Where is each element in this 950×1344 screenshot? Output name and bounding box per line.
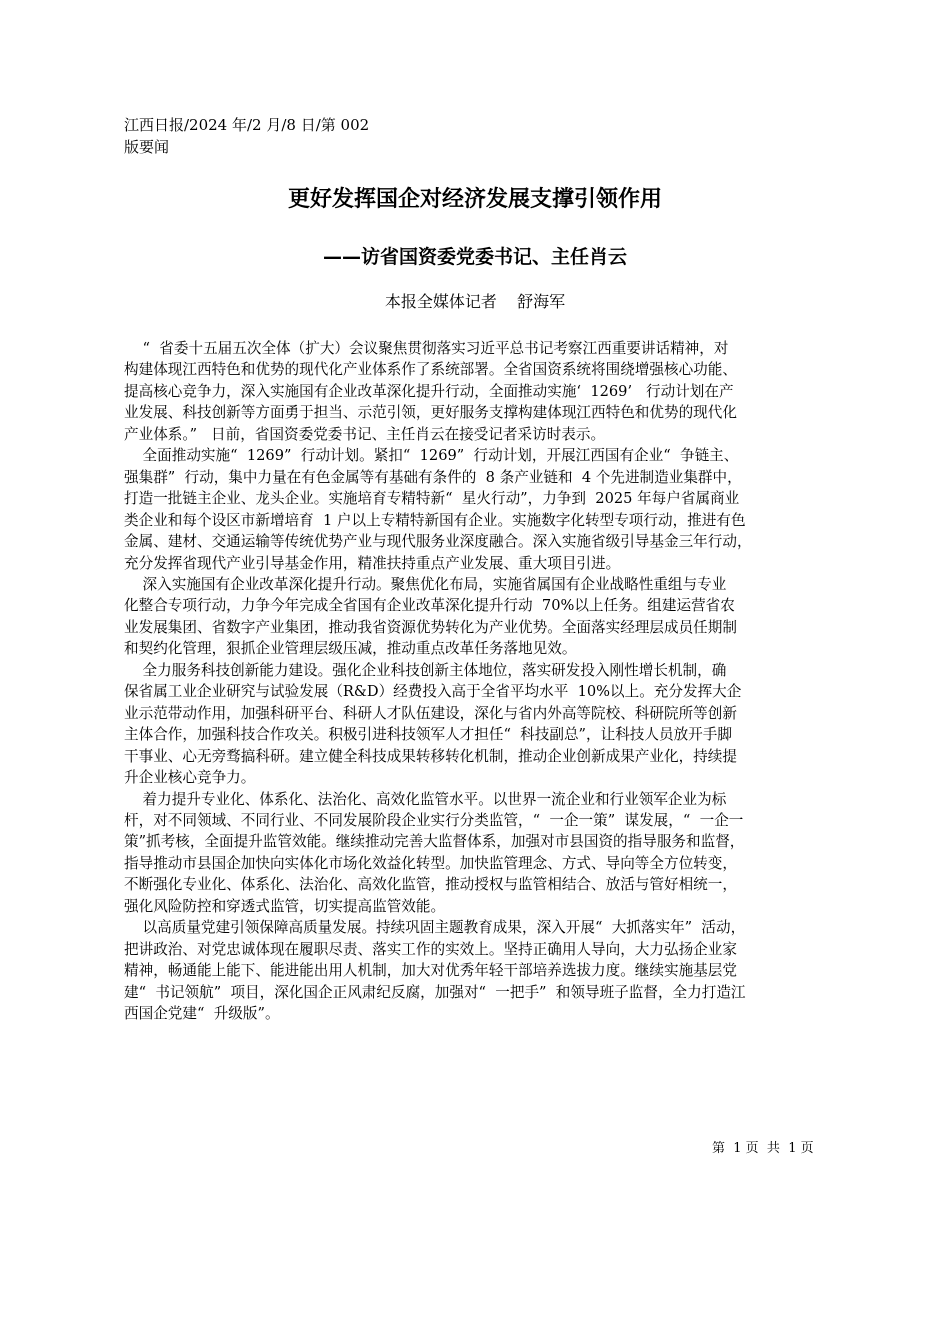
text-line: 深入实施国有企业改革深化提升行动。聚焦优化布局，实施省属国有企业战略性重组与专业: [124, 575, 727, 593]
document-header: [124, 114, 369, 158]
text-line: “ 省委十五届五次全体（扩大）会议聚焦贯彻落实习近平总书记考察江西重要讲话精神，对: [124, 340, 729, 357]
text-line: 金属、建材、交通运输等传统优势产业与现代服务业深度融合。深入实施省级引导基金三年行动，: [124, 533, 752, 551]
text-line: 策”抓考核，全面提升监管效能。继续推动完善大监督体系，加强对市县国资的指导服务和监督，: [124, 833, 745, 851]
page-number: 第 1 页 共 1 页: [712, 1141, 814, 1156]
text-line: 打造一批链主企业、龙头企业。实施培育专精特新“ 星火行动”，力争到 2025 年每户省属商业: [124, 490, 740, 508]
text-line: 类企业和每个设区市新增培育 1 户以上专精特新国有企业。实施数字化转型专项行动，推进有色: [124, 511, 746, 529]
source-line: 江西日报/2024 年/2 月/8 日/第 002: [124, 116, 370, 134]
paragraph: [124, 338, 830, 445]
text-line: 主体合作，加强科技合作攻关。积极引进科技领军人才担任“ 科技副总”，让科技人员放开手脚: [124, 726, 732, 744]
text-line: 产业体系。” 日前，省国资委党委书记、主任肖云在接受记者采访时表示。: [124, 425, 606, 443]
text-line: 杆，对不同领域、不同行业、不同发展阶段企业实行分类监管，“ 一企一策” 谋发展，“ 一企一: [124, 811, 744, 829]
text-line: 提高核心竞争力，深入实施国有企业改革深化提升行动，全面推动实施‘ 1269’ 行动计划在产: [124, 382, 734, 400]
article-body: [124, 338, 830, 1025]
paragraph: [124, 445, 830, 574]
text-line: 全力服务科技创新能力建设。强化企业科技创新主体地位，落实研发投入刚性增长机制，确: [124, 661, 727, 679]
text-line: 业发展、科技创新等方面勇于担当、示范引领，更好服务支撑构建体现江西特色和优势的现代化: [124, 404, 737, 422]
text-line: 不断强化专业化、体系化、法治化、高效化监管，推动授权与监管相结合、放活与管好相统一，: [124, 876, 737, 894]
text-line: 精神，畅通能上能下、能进能出用人机制，加大对优秀年轻干部培养选拔力度。继续实施基层党: [124, 962, 737, 980]
text-line: 强化风险防控和穿透式监管，切实提高监管效能。: [124, 897, 446, 915]
byline: 本报全媒体记者 舒海军: [384, 292, 566, 311]
text-line: 西国企党建“ 升级版”。: [124, 1005, 280, 1023]
text-line: 化整合专项行动，力争今年完成全省国有企业改革深化提升行动 70%以上任务。组建运营省农: [124, 597, 735, 615]
text-line: 业发展集团、省数字产业集团，推动我省资源优势转化为产业优势。全面落实经理层成员任期制: [124, 618, 737, 636]
text-line: 全面推动实施“ 1269” 行动计划。紧扣“ 1269” 行动计划，开展江西国有企业“ 争链主、: [124, 447, 739, 465]
text-line: 充分发挥省现代产业引导基金作用，精准扶持重点产业发展、重大项目引进。: [124, 554, 621, 572]
text-line: 建“ 书记领航” 项目，深化国企正风肃纪反腐，加强对“ 一把手” 和领导班子监督，全力打造江: [124, 983, 746, 1001]
article-subtitle: ——访省国资委党委书记、主任肖云: [322, 246, 627, 268]
paragraph: [124, 574, 830, 660]
text-line: 把讲政治、对党忠诚体现在履职尽责、落实工作的实效上。坚持正确用人导向，大力弘扬企业家: [124, 940, 737, 958]
text-line: 构建体现江西特色和优势的现代化产业体系作了系统部署。全省国资系统将围绕增强核心功能、: [124, 361, 737, 379]
paragraph: [124, 660, 830, 789]
text-line: 强集群” 行动，集中力量在有色金属等有基础有条件的 8 条产业链和 4 个先进制造业集群中，: [124, 468, 742, 486]
text-line: 以高质量党建引领保障高质量发展。持续巩固主题教育成果，深入开展“ 大抓落实年” 活动，: [124, 919, 746, 937]
text-line: 升企业核心竞争力。: [124, 769, 256, 787]
text-line: 干事业、心无旁骛搞科研。建立健全科技成果转移转化机制，推动企业创新成果产业化，持续提: [124, 747, 737, 765]
paragraph: [124, 789, 830, 918]
text-line: 指导推动市县国企加快向实体化市场化效益化转型。加快监管理念、方式、导向等全方位转变，: [124, 854, 737, 872]
text-line: 着力提升专业化、体系化、法治化、高效化监管水平。以世界一流企业和行业领军企业为标: [124, 790, 727, 808]
text-line: 和契约化管理，狠抓企业管理层级压减，推动重点改革任务落地见效。: [124, 640, 577, 658]
paragraph: [124, 917, 830, 1024]
text-line: 保省属工业企业研究与试验发展（R&D）经费投入高于全省平均水平 10%以上。充分发挥大企: [124, 683, 742, 701]
text-line: 业示范带动作用，加强科研平台、科研人才队伍建设，深化与省内外高等院校、科研院所等创新: [124, 704, 737, 722]
article-title: 更好发挥国企对经济发展支撑引领作用: [287, 187, 662, 212]
section-line: 版要闻: [124, 138, 170, 156]
